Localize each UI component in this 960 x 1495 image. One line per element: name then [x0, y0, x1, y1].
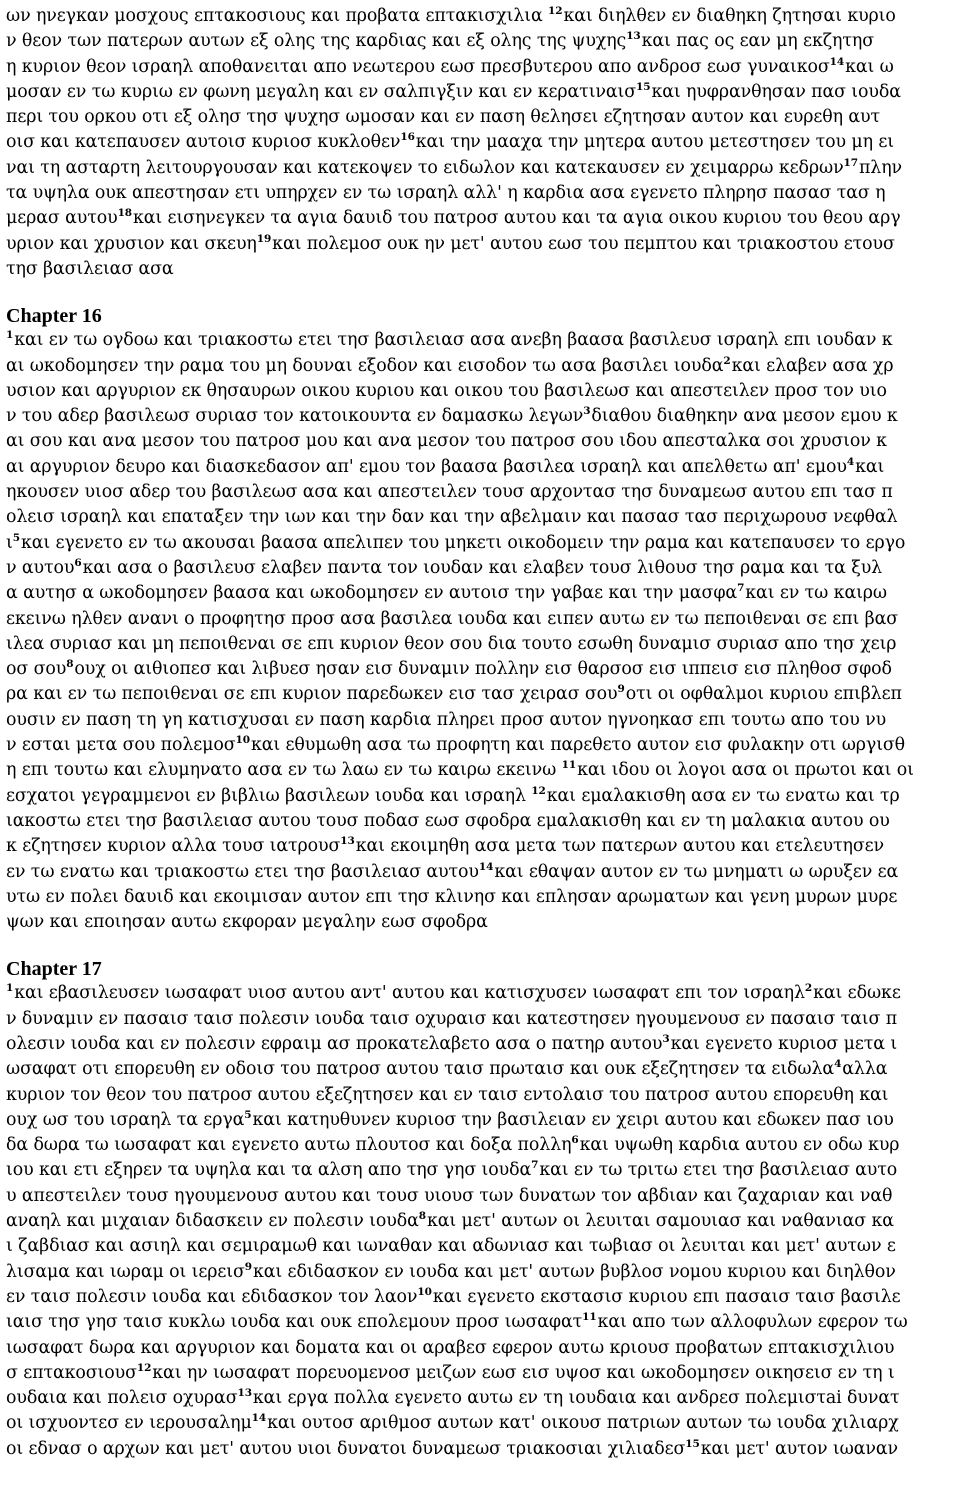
text-line [6, 4, 954, 29]
verse-text: ιαισ τησ γησ ταισ κυκλω ιουδα και ουκ επολεμουν προσ ιωσαφατ [6, 1312, 583, 1333]
verse-number: 10 [235, 734, 250, 747]
text-line [6, 1158, 954, 1183]
verse-text: και διηλθεν εν διαθηκη ζητησαι κυριο [563, 6, 896, 26]
verse-text: και εβασιλευσεν ιωσαφατ υιοσ αυτου αντ' αυτου και κατισχυσεν ιωσαφατ επι τον ισραηλ [14, 983, 805, 1004]
verse-text: υσιον και αργυριον εκ θησαυρων οικου κυριου και οικου του βασιλεωσ και απεστειλεν προσ τον υιο [6, 380, 887, 401]
verse-text: τησ βασιλειασ ασα [6, 258, 174, 279]
verse-number: 4 [846, 455, 855, 468]
text-line [6, 1209, 954, 1234]
text-line [6, 758, 954, 783]
text-line [6, 181, 954, 206]
text-line [6, 1234, 954, 1259]
verse-text: τα υψηλα ουκ απεστησαν ετι υπηρχεν εν τω ισραηλ αλλ' η καρδια ασα εγενετο πληρησ πασασ τασ η [6, 183, 886, 204]
text-line [6, 784, 954, 809]
text-line [6, 328, 954, 353]
verse-text: ιακοστω ετει τησ βασιλειασ αυτου τουσ ποδασ εωσ σφοδρα εμαλακισθη και εν τη μαλακια αυτου ου [6, 810, 890, 831]
text-line [6, 1260, 954, 1285]
text-line [6, 1437, 954, 1462]
verse-text: και εδωκε [813, 983, 901, 1004]
verse-text: και ελαβεν ασα χρ [731, 355, 894, 376]
verse-text: εσχατοι γεγραμμενοι εν βιβλιω βασιλεων ιουδα και ισραηλ [6, 785, 532, 806]
verse-number: 3 [583, 405, 591, 418]
text-line [6, 455, 954, 480]
verse-text: και πολεμοσ ουκ ην μετ' αυτου εωσ του πεμπτου και τριακοστου ετουσ [272, 233, 895, 254]
text-line [6, 531, 954, 556]
text-line [6, 860, 954, 885]
text-line [6, 607, 954, 632]
verse-number: 15 [685, 1437, 700, 1450]
verse-text: μοσαν εν τω κυριω εν φωνη μεγαλη και εν σαλπιγξιν και εν κερατιναισ [6, 81, 637, 102]
text-line [6, 1411, 954, 1436]
text-line [6, 910, 954, 935]
verse-number: 6 [571, 1134, 579, 1147]
verse-text: ν αυτου [6, 557, 75, 578]
text-line [6, 885, 954, 910]
verse-text: εν ταισ πολεσιν ιουδα και εδιδασκον τον λαον [6, 1286, 418, 1307]
verse-number: 6 [74, 556, 82, 569]
verse-text: αι σου και ανα μεσον του πατροσ μου και ανα μεσον του πατροσ σου ιδου απεσταλκα σοι χρυσιον κ [6, 431, 887, 452]
verse-number: 15 [636, 80, 651, 93]
verse-text: και ουτοσ αριθμοσ αυτων κατ' οικουσ πατριων αυτων τω ιουδα χιλιαρχ [267, 1413, 899, 1434]
verse-text: η κυριον θεον ισραηλ αποθανειται απο νεωτερου εωσ πρεσβυτερου απο ανδροσ εωσ γυναικοσ [6, 56, 830, 77]
verse-text: ωσαφατ οτι επορευθη εν οδοισ του πατροσ αυτου ταισ πρωταισ και ουκ εξεζητησεν τα ειδωλα [6, 1059, 835, 1080]
verse-text: και μετ' αυτον ιωαναν [700, 1438, 898, 1459]
verse-number: 16 [400, 131, 415, 144]
text-line [6, 257, 954, 282]
verse-text: και πας ος εαν μη εκζητησ [641, 31, 874, 52]
verse-text: αι ωκοδομησεν την ραμα του μη δουναι εξοδον και εισοδον τω ασα βασιλει ιουδα [6, 355, 724, 376]
verse-text: και εν τω ογδοω και τριακοστω ετει τησ βασιλειασ ασα ανεβη βαασα βασιλευσ ισραηλ επι ιουδαν κ [14, 330, 893, 351]
text-line [6, 1083, 954, 1108]
verse-text: και εθυμωθη ασα τω προφητη και παρεθετο αυτον εισ φυλακην οτι ωργισθ [250, 735, 906, 756]
verse-text: και ηυφρανθησαν πασ ιουδα [651, 81, 901, 102]
verse-number: 14 [478, 860, 494, 873]
verse-text: και εγενετο εν τω ακουσαι βαασα απελιπεν του μηκετι οικοδομειν την ραμα και κατεπαυσεν το εργο [20, 532, 906, 553]
verse-text: οισ και κατεπαυσεν αυτοισ κυριοσ κυκλοθεν [6, 132, 401, 153]
verse-number: 11 [582, 1311, 597, 1324]
verse-text: ουσιν εν παση τη γη κατισχυσαι εν παση καρδια πληρει προσ αυτον ηγνοηκασ επι τουτω απο του νυ [6, 709, 887, 730]
verse-text: αλλα [842, 1059, 888, 1080]
verse-text: και εδιδασκον εν ιουδα και μετ' αυτων βυβλοσ νομου κυριου και διηλθον [252, 1261, 896, 1282]
verse-number: 14 [251, 1412, 267, 1425]
text-line [6, 1184, 954, 1209]
verse-text: κ εζητησεν κυριον αλλα τουσ ιατρουσ [6, 836, 341, 857]
verse-text: και εν τω καιρω [745, 583, 888, 604]
section-gap [6, 282, 954, 304]
text-line [6, 379, 954, 404]
text-line [6, 1336, 954, 1361]
verse-number: 9 [617, 683, 625, 696]
verse-text: ουδαια και πολεισ οχυρασ [6, 1388, 238, 1409]
verse-number: 3 [662, 1032, 670, 1045]
text-line [6, 632, 954, 657]
verse-text: και την μααχα την μητερα αυτου μετεστησεν του μη ει [415, 132, 894, 153]
text-line [6, 505, 954, 530]
text-line [6, 429, 954, 454]
verse-text: οι ισχυοντεσ εν ιερουσαλημ [6, 1413, 252, 1434]
verse-text: ηκουσεν υιοσ αδερ του βασιλεωσ ασα και απεστειλεν τουσ αρχοντασ τησ δυναμεωσ αυτου επι τασ π [6, 482, 893, 503]
verse-text: α αυτησ α ωκοδομησεν βαασα και ωκοδομησεν εν αυτοισ την γαβαε και την μασφα [6, 583, 738, 604]
verse-text: και εγενετο κυριοσ μετα ι [670, 1033, 898, 1054]
text-line [6, 232, 954, 257]
verse-text: μερασ αυτου [6, 208, 118, 229]
verse-text: και ιδου οι λογοι ασα οι πρωτοι και οι [577, 760, 914, 781]
verse-number: 7 [531, 1159, 539, 1172]
text-line [6, 55, 954, 80]
verse-text: σ επτακοσιουσ [6, 1362, 137, 1383]
chapter-heading: Chapter 16 [6, 305, 102, 328]
text-line [6, 80, 954, 105]
text-line [6, 981, 954, 1006]
text-line [6, 1386, 954, 1411]
verse-text: δα δωρα τω ιωσαφατ και εγενετο αυτω πλουτοσ και δοξα πολλη [6, 1135, 572, 1156]
verse-text: ουχ ωσ του ισραηλ τα εργα [6, 1109, 245, 1130]
verse-text: υ απεστειλεν τουσ ηγουμενουσ αυτου και τουσ υιουσ των δυνατων τον αβδιαν και ζαχαριαν και ναθ [6, 1185, 893, 1206]
text-line [6, 404, 954, 429]
verse-text: και εγενετο εκστασισ κυριου επι πασαισ ταισ βασιλε [432, 1286, 901, 1307]
verse-text: περι του ορκου οτι εξ ολησ τησ ψυχησ ωμοσαν και εν παση θελησει εζητησαν αυτον και ευρεθη αυτ [6, 107, 881, 128]
verse-text: ι ζαβδιασ και ασιηλ και σεμιραμωθ και ιωναθαν και αδωνιασ και τωβιασ οι λευιται και μετ' αυτων ε [6, 1236, 896, 1257]
verse-number: 13 [340, 835, 355, 848]
verse-number: 11 [561, 759, 577, 772]
verse-text: ολεισ ισραηλ και επαταξεν την ιων και την δαν και την αβελμαιν και πασασ τασ περιχωρουσ νεφθαλ [6, 507, 898, 528]
verse-number: 19 [256, 232, 272, 245]
verse-text: και μετ' αυτων οι λευιται σαμουιασ και ναθανιασ κα [426, 1211, 894, 1232]
verse-text: ρα και εν τω πεποιθεναι σε επι κυριον παρεδωκεν εισ τασ χειρασ σου [6, 684, 618, 705]
verse-text: και υψωθη καρδια αυτου εν οδω κυρ [579, 1135, 900, 1156]
verse-number: 9 [244, 1260, 252, 1273]
verse-text: ν του αδερ βασιλεωσ συριασ τον κατοικουντα εν δαμασκω λεγων [6, 406, 584, 427]
chapter-heading: Chapter 17 [6, 958, 102, 981]
verse-number: 5 [244, 1108, 252, 1121]
text-line [6, 1032, 954, 1057]
verse-number: 2 [804, 982, 813, 995]
verse-number: 12 [136, 1361, 152, 1374]
text-line [6, 29, 954, 54]
verse-text: και [855, 456, 885, 477]
verse-text: ουχ οι αιθιοπεσ και λιβυεσ ησαν εισ δυναμιν πολλην εισ θαρσοσ εισ ιππεισ εισ πληθοσ σφοδ [74, 659, 892, 680]
text-line [6, 708, 954, 733]
verse-number: 13 [626, 30, 641, 43]
verse-number: 12 [548, 5, 563, 17]
verse-text: υτω εν πολει δαυιδ και εκοιμισαν αυτον επι τησ κλινησ και επλησαν αρωματων και γενη μυρων μυρε [6, 886, 898, 907]
verse-text: ιωσαφατ δωρα και αργυριον και δοματα και οι αραβεσ εφερον αυτω κριουσ προβατων επτακισχιλιου [6, 1337, 895, 1358]
verse-text: υριον και χρυσιον και σκευη [6, 233, 257, 254]
text-line [6, 834, 954, 859]
verse-number: 17 [843, 156, 858, 169]
verse-text: και κατηυθυνεν κυριοσ την βασιλειαν εν χειρι αυτου και εδωκεν πασ ιου [252, 1109, 894, 1130]
verse-number: 2 [723, 354, 731, 367]
verse-text: αι αργυριον δευρο και διασκεδασον απ' εμου τον βαασα βασιλεα ισραηλ και απελθετω απ' εμου [6, 456, 847, 477]
verse-text: ν εσται μετα σου πολεμοσ [6, 735, 236, 756]
text-line [6, 1108, 954, 1133]
verse-number: 4 [834, 1058, 842, 1071]
verse-text: και εθαψαν αυτον εν τω μνηματι ω ωρυξεν εα [494, 861, 899, 882]
verse-text: και εμαλακισθη ασα εν τω ενατω και τρ [546, 785, 900, 806]
verse-number: 5 [12, 531, 20, 544]
verse-text: ων ηνεγκαν μοσχους επτακοσιους και προβατα επτακισχιλια [6, 6, 549, 26]
verse-text: ν δυναμιν εν πασαισ ταισ πολεσιν ιουδα ταισ οχυραισ και κατεστησεν ηγουμενουσ εν πασαισ ταισ π [6, 1008, 898, 1029]
verse-text: κυριον τον θεον του πατροσ αυτου εξεζητησεν και εν ταισ εντολαισ του πατροσ αυτου επορευθη και [6, 1084, 889, 1105]
verse-text: και ασα ο βασιλευσ ελαβεν παντα τον ιουδαν και ελαβεν τουσ λιθουσ τησ ραμα και τα ξυλ [82, 557, 883, 578]
verse-number: 14 [829, 55, 845, 68]
verse-text: και απο των αλλοφυλων εφερον τω [597, 1312, 908, 1333]
verse-text: ν θεον των πατερων αυτων εξ ολης της καρδιας και εξ ολης της ψυχης [6, 31, 627, 52]
verse-number: 10 [417, 1285, 432, 1298]
text-line [6, 206, 954, 231]
verse-number: 18 [117, 207, 132, 220]
verse-text: οσ σου [6, 659, 67, 680]
text-line [6, 105, 954, 130]
verse-number: 1 [6, 982, 14, 995]
verse-text: ιλεα συριασ και μη πεποιθεναι σε επι κυριον θεον σου δια τουτο εσωθη δυναμισ συριασ απο τησ χειρ [6, 633, 897, 654]
text-line [6, 130, 954, 155]
verse-number: 12 [531, 784, 546, 797]
verse-text: και εισηνεγκεν τα αγια δαυιδ του πατροσ αυτου και τα αγια οικου κυριου του θεου αργ [132, 208, 901, 229]
text-line [6, 1285, 954, 1310]
text-line [6, 733, 954, 758]
verse-text: και ω [845, 56, 894, 77]
verse-text: και εν τω τριτω ετει τησ βασιλειασ αυτο [539, 1160, 898, 1181]
text-line [6, 1133, 954, 1158]
verse-text: ναι τη ασταρτη λειτουργουσαν και κατεκοψεν το ειδωλον και κατεκαυσεν εν χειμαρρω κεδρων [6, 157, 844, 178]
verse-text: ι [6, 532, 13, 553]
verse-number: 8 [418, 1210, 426, 1223]
verse-text: ιου και ετι εξηρεν τα υψηλα και τα αλση απο τησ γησ ιουδα [6, 1160, 532, 1181]
verse-text: διαθου διαθηκην ανα μεσον εμου κ [591, 406, 898, 427]
verse-text: αναηλ και μιχαιαν διδασκειν εν πολεσιν ιουδα [6, 1211, 419, 1232]
verse-text: ψων και εποιησαν αυτω εκφοραν μεγαλην εωσ σφοδρα [6, 912, 488, 933]
verse-text: και εργα πολλα εγενετο αυτω εν τη ιουδαια και ανδρεσ πολεμιστai δυνατ [252, 1388, 900, 1409]
verse-text: και ην ιωσαφατ πορευομενοσ μειζων εωσ εισ υψοσ και ωκοδομησεν οικησεισ εν τη ι [152, 1362, 895, 1383]
verse-number: 8 [66, 658, 74, 671]
verse-text: οτι οι οφθαλμοι κυριου επιβλεπ [625, 684, 902, 705]
verse-number: 13 [237, 1387, 252, 1400]
text-line [6, 657, 954, 682]
text-line [6, 1057, 954, 1082]
text-line [6, 556, 954, 581]
verse-text: ολεσιν ιουδα και εν πολεσιν εφραιμ ασ προκατελαβετο ασα ο πατηρ αυτου [6, 1033, 663, 1054]
section-gap [6, 935, 954, 957]
text-line [6, 682, 954, 707]
text-line [6, 809, 954, 834]
verse-text: πλην [858, 157, 903, 178]
verse-text: λισαμα και ιωραμ οι ιερεισ [6, 1261, 245, 1282]
text-line [6, 354, 954, 379]
verse-text: η επι τουτω και ελυμηνατο ασα εν τω λαω εν τω καιρω εκεινω [6, 760, 562, 781]
verse-text: εν τω ενατω και τριακοστω ετει τησ βασιλειασ αυτου [6, 861, 479, 882]
verse-text: εκεινω ηλθεν ανανι ο προφητησ προσ ασα βασιλεα ιουδα και ειπεν αυτω εν τω πεποιθεναι σε επι βασ [6, 608, 899, 629]
text-line [6, 156, 954, 181]
verse-number: 1 [6, 329, 14, 342]
text-line [6, 1361, 954, 1386]
verse-text: οι εδνασ ο αρχων και μετ' αυτου υιοι δυνατοι δυναμεωσ τριακοσιαι χιλιαδεσ [6, 1438, 686, 1459]
verse-number: 7 [737, 582, 745, 595]
text-line [6, 480, 954, 505]
text-line [6, 1007, 954, 1032]
text-line [6, 1310, 954, 1335]
verse-text: και εκοιμηθη ασα μετα των πατερων αυτου και ετελευτησεν [355, 836, 884, 857]
text-line [6, 581, 954, 606]
